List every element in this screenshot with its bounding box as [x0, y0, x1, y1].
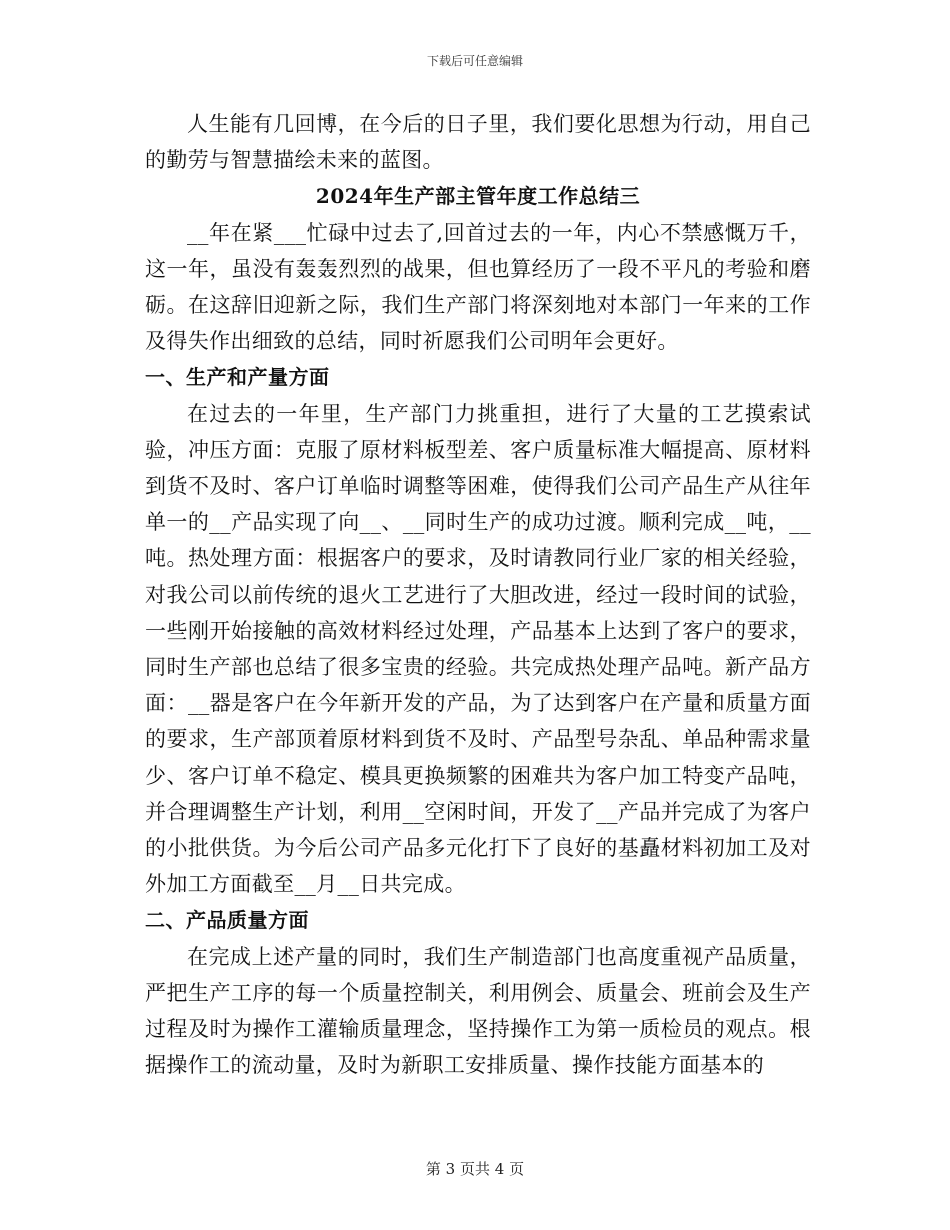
- opening-paragraph: __年在紧___忙碌中过去了,回首过去的一年，内心不禁感慨万千，这一年，虽没有轰轰烈烈的战果，但也算经历了一段不平凡的考验和磨砺。在这辞旧迎新之际，我们生产部门将深刻地对本部门一年来的工作及得失作出细致的总结，同时祈愿我们公司明年会更好。: [145, 220, 811, 354]
- section-paragraph-production: 在过去的一年里，生产部门力挑重担，进行了大量的工艺摸索试验，冲压方面：克服了原材料板型差、客户质量标准大幅提高、原材料到货不及时、客户订单临时调整等困难，使得我们公司产品生产从往年单一的__产品实现了向__、__同时生产的成功过渡。顺利完成__吨，__吨。热处理方面：根据客户的要求，及时请教同行业厂家的相关经验，对我公司以前传统的退火工艺进行了大胆改进，经过一段时间的试验，一些刚开始接触的高效材料经过处理，产品基本上达到了客户的要求，同时生产部也总结了很多宝贵的经验。共完成热处理产品吨。新产品方面：__器是客户在今年新开发的产品，为了达到客户在产量和质量方面的要求，生产部顶着原材料到货不及时、产品型号杂乱、单品种需求量少、客户订单不稳定、模具更换频繁的困难共为客户加工特变产品吨，并合理调整生产计划，利用__空闲时间，开发了__产品并完成了为客户的小批供货。为今后公司产品多元化打下了良好的基矗材料初加工及对外加工方面截至__月__日共完成。: [145, 401, 811, 897]
- section-heading-production: 一、生产和产量方面: [145, 365, 330, 390]
- intro-paragraph: 人生能有几回博，在今后的日子里，我们要化思想为行动，用自己的勤劳与智慧描绘未来的蓝图。: [145, 112, 811, 173]
- section-paragraph-quality: 在完成上述产量的同时，我们生产制造部门也高度重视产品质量，严把生产工序的每一个质量控制关，利用例会、质量会、班前会及生产过程及时为操作工灌输质量理念，坚持操作工为第一质检员的观点。根据操作工的流动量，及时为新职工安排质量、操作技能方面基本的: [145, 944, 811, 1078]
- page-number: 第 3 页共 4 页: [425, 1160, 525, 1178]
- section-heading-quality: 二、产品质量方面: [145, 908, 309, 933]
- document-body: [145, 106, 811, 1083]
- header-note: 下载后可任意编辑: [426, 54, 523, 68]
- document-title: 2024年生产部主管年度工作总结三: [315, 184, 641, 209]
